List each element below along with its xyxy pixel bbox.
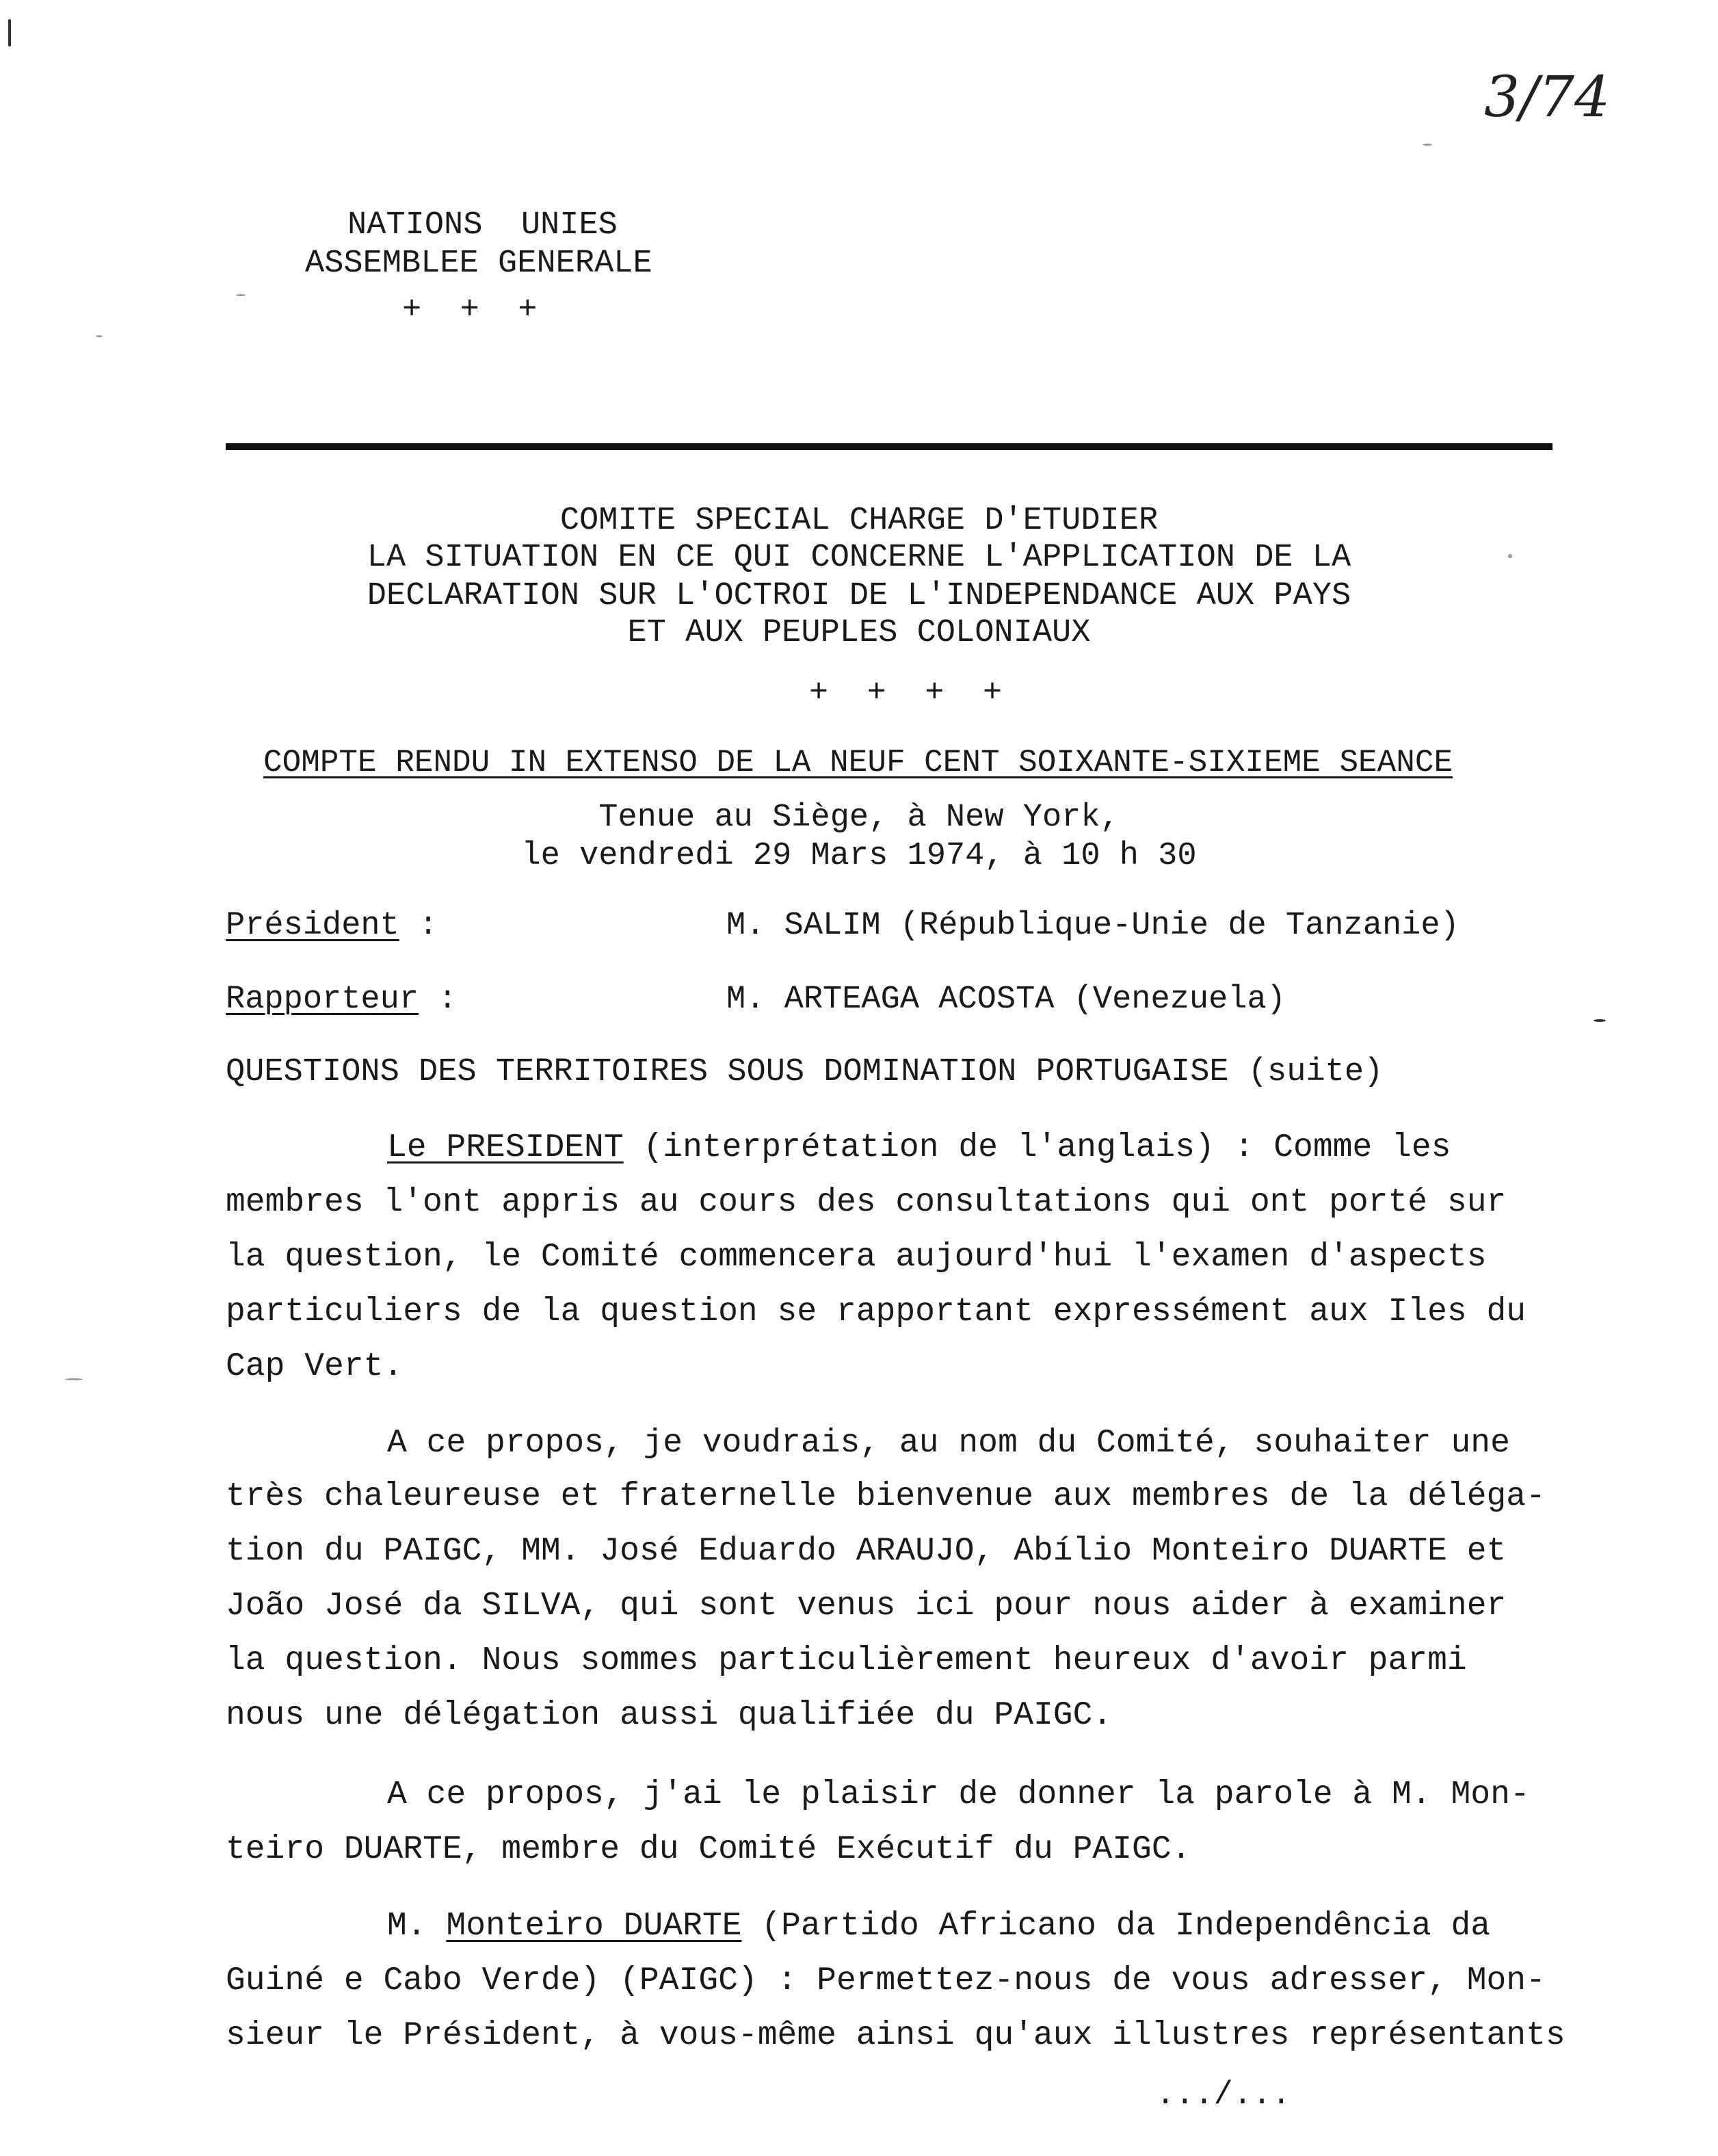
continuation-marker: .../... <box>1156 2077 1291 2114</box>
org-line-1: NATIONS UNIES <box>347 207 618 244</box>
president-value: M. SALIM (République-Unie de Tanzanie) <box>726 908 1459 944</box>
paragraph-2-line: très chaleureuse et fraternelle bienvenue aux membres de la déléga- <box>226 1478 1546 1515</box>
rapporteur-row <box>226 984 457 1016</box>
paragraph-3-line: teiro DUARTE, membre du Comité Exécutif du PAIGC. <box>226 1831 1191 1868</box>
committee-line-4: ET AUX PEUPLES COLONIAUX <box>627 615 1091 651</box>
record-date: le vendredi 29 Mars 1974, à 10 h 30 <box>521 838 1197 874</box>
committee-separator: + + + + <box>809 675 1003 711</box>
scan-speck <box>1508 554 1512 558</box>
scan-speck <box>96 335 103 337</box>
paragraph-2-line: A ce propos, je voudrais, au nom du Comité, souhaiter une <box>387 1425 1510 1462</box>
paragraph-1-line: particuliers de la question se rapportant expressément aux Iles du <box>226 1293 1527 1330</box>
speaker-monteiro-duarte: Monteiro DUARTE <box>446 1908 742 1945</box>
paragraph-2-line: nous une délégation aussi qualifiée du PAIGC. <box>226 1697 1113 1734</box>
paragraph-1-line: la question, le Comité commencera aujourd'hui l'examen d'aspects <box>226 1239 1487 1276</box>
president-label: Président <box>226 908 399 944</box>
scan-speck <box>65 1378 83 1380</box>
record-title: COMPTE RENDU IN EXTENSO DE LA NEUF CENT SOIXANTE-SIXIEME SEANCE <box>263 745 1453 780</box>
paragraph-4-line-1-text: (Partido Africano da Independência da <box>741 1908 1491 1945</box>
org-separator: + + + <box>402 292 538 328</box>
paragraph-4-line: sieur le Président, à vous-même ainsi qu'aux illustres représentants <box>226 2017 1565 2054</box>
paragraph-1-line: membres l'ont appris au cours des consultations qui ont porté sur <box>226 1184 1507 1221</box>
paragraph-2-line: tion du PAIGC, MM. José Eduardo ARAUJO, Abílio Monteiro DUARTE et <box>226 1533 1507 1570</box>
paragraph-3-line: A ce propos, j'ai le plaisir de donner la parole à M. Mon- <box>387 1776 1530 1813</box>
paragraph-1-line: Cap Vert. <box>226 1348 404 1385</box>
scan-mark <box>8 19 11 47</box>
paragraph-2-line: la question. Nous sommes particulièrement heureux d'avoir parmi <box>226 1642 1467 1679</box>
president-separator: : <box>399 908 438 944</box>
handwritten-page-number: 3/74 <box>1484 65 1611 130</box>
paragraph-2-line: João José da SILVA, qui sont venus ici pour nous aider à examiner <box>226 1588 1507 1625</box>
scan-speck <box>236 294 246 296</box>
paragraph-1-first-line <box>387 1131 1451 1164</box>
committee-line-3: DECLARATION SUR L'OCTROI DE L'INDEPENDANCE AUX PAYS <box>367 578 1351 614</box>
scan-speck <box>1594 1019 1606 1022</box>
rapporteur-label: Rapporteur <box>226 982 419 1018</box>
paragraph-4-line: Guiné e Cabo Verde) (PAIGC) : Permettez-nous de vous adresser, Mon- <box>226 1962 1546 1999</box>
scan-speck <box>1423 144 1432 146</box>
speaker-prefix: M. <box>387 1908 447 1945</box>
president-row <box>226 910 438 942</box>
speaker-president: Le PRESIDENT <box>387 1129 624 1166</box>
horizontal-rule <box>226 443 1552 450</box>
record-place: Tenue au Siège, à New York, <box>598 800 1120 836</box>
paragraph-1-line-1-text: (interprétation de l'anglais) : Comme les <box>623 1129 1451 1166</box>
committee-line-2: LA SITUATION EN CE QUI CONCERNE L'APPLICATION DE LA <box>367 540 1351 576</box>
agenda-item: QUESTIONS DES TERRITOIRES SOUS DOMINATION PORTUGAISE (suite) <box>226 1054 1384 1090</box>
committee-line-1: COMITE SPECIAL CHARGE D'ETUDIER <box>559 503 1159 539</box>
org-line-2: ASSEMBLEE GENERALE <box>305 246 652 282</box>
rapporteur-value: M. ARTEAGA ACOSTA (Venezuela) <box>726 982 1286 1018</box>
paragraph-4-first-line <box>387 1910 1490 1943</box>
rapporteur-separator: : <box>419 982 458 1018</box>
